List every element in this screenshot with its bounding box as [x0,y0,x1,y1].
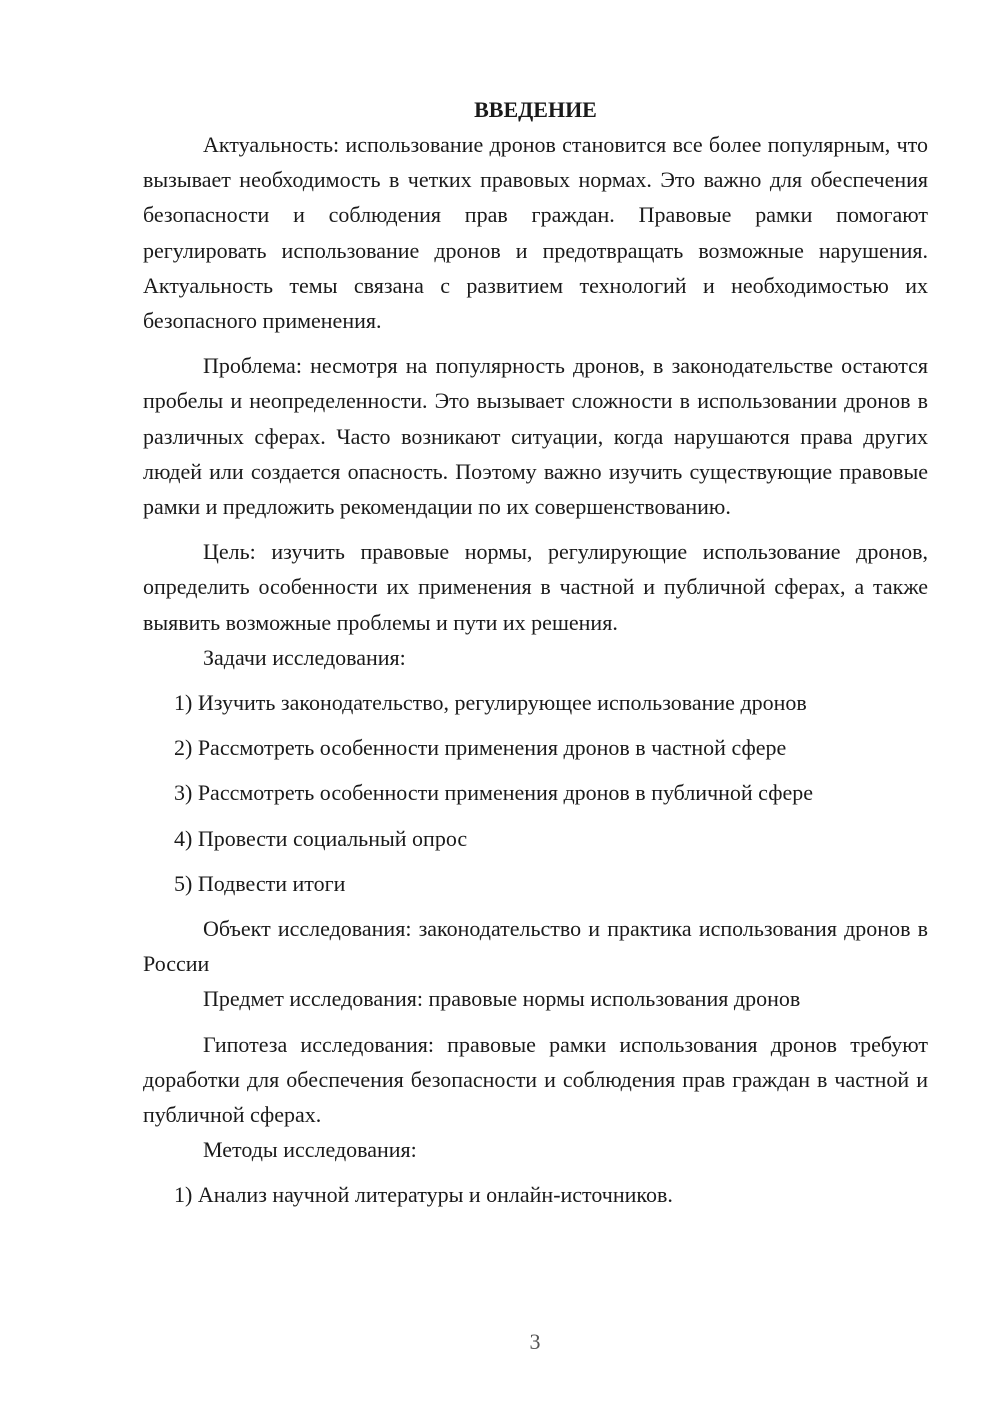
object-paragraph: Объект исследования: законодательство и практика использования дронов в России [143,916,928,977]
task-item: 3) Рассмотреть особенности применения дронов в публичной сфере [174,780,813,806]
subject-paragraph: Предмет исследования: правовые нормы использования дронов [203,986,801,1012]
task-item: 4) Провести социальный опрос [174,825,468,851]
goal-paragraph: Цель: изучить правовые нормы, регулирующие использование дронов, определить особенности их применения в частной и публичной сферах, а также выявить возможные проблемы и пути их решения. [143,539,928,635]
tasks-list [143,685,928,901]
relevance-paragraph: Актуальность: использование дронов становится все более популярным, что вызывает необходимость в четких правовых нормах. Это важно для обеспечения безопасности и соблюдения прав граждан. Правовые рамки помогают регулировать использование дронов и предотвращать возможные нарушения. Актуальность темы связана с развитием технологий и необходимостью их безопасного применения. [143,132,928,334]
task-item: 2) Рассмотреть особенности применения дронов в частной сфере [174,735,787,761]
hypothesis-paragraph: Гипотеза исследования: правовые рамки использования дронов требуют доработки для обеспечения безопасности и соблюдения прав граждан в частной и публичной сферах. [143,1031,928,1128]
page-number: 3 [529,1329,541,1354]
tasks-heading: Задачи исследования: [203,644,406,670]
methods-list [143,1177,928,1212]
page-content [143,92,928,1213]
task-item: 5) Подвести итоги [174,870,346,896]
task-item: 1) Изучить законодательство, регулирующее использование дронов [174,690,807,716]
page-title: ВВЕДЕНИЕ [474,97,597,122]
methods-heading: Методы исследования: [203,1137,417,1163]
method-item: 1) Анализ научной литературы и онлайн-источников. [174,1182,673,1208]
problem-paragraph: Проблема: несмотря на популярность дронов, в законодательстве остаются пробелы и неопределенности. Это вызывает сложности в использовании дронов в различных сферах. Часто возникают ситуации, когда нарушаются права других людей или создается опасность. Поэтому важно изучить существующие правовые рамки и предложить рекомендации по их совершенствованию. [143,353,928,520]
